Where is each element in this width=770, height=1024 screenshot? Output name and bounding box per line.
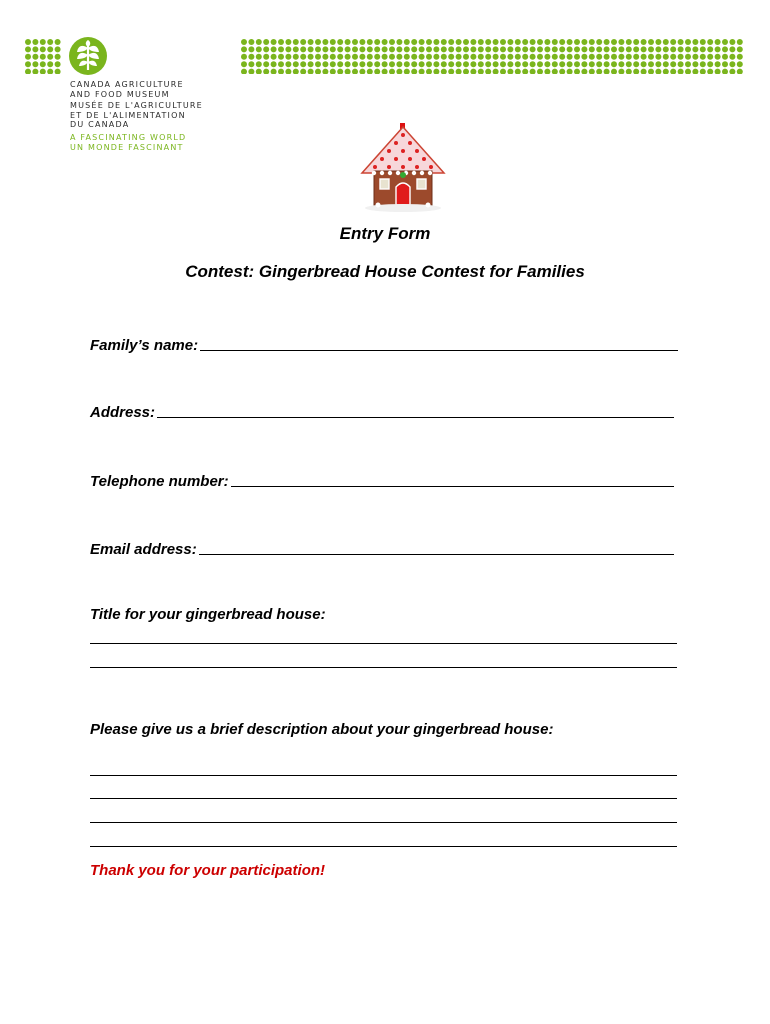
museum-name-en-line: CANADA AGRICULTURE xyxy=(70,80,184,89)
address-field[interactable] xyxy=(90,399,674,421)
gingerbread-house-icon xyxy=(358,123,448,218)
description-line[interactable] xyxy=(90,822,677,823)
email-label: Email address: xyxy=(90,541,197,558)
form-title: Entry Form xyxy=(339,224,431,243)
museum-name-french xyxy=(70,101,203,130)
tagline-line: A FASCINATING WORLD xyxy=(70,133,187,142)
address-label: Address: xyxy=(90,404,156,421)
email-line[interactable] xyxy=(199,554,674,555)
address-line[interactable] xyxy=(157,417,674,418)
telephone-field[interactable] xyxy=(90,468,674,490)
house-title-line[interactable] xyxy=(90,667,677,668)
museum-tagline xyxy=(70,133,186,152)
family-name-label: Family’s name: xyxy=(90,337,199,354)
house-title-prompt: Title for your gingerbread house: xyxy=(90,606,326,623)
museum-name-en-line: AND FOOD MUSEUM xyxy=(70,89,170,99)
museum-name-fr-line: MUSÉE DE L'AGRICULTURE xyxy=(70,101,203,110)
dot-pattern-left xyxy=(24,38,64,74)
family-name-field[interactable] xyxy=(90,332,678,354)
museum-name-fr-line: DU CANADA xyxy=(70,120,130,129)
description-line[interactable] xyxy=(90,775,677,776)
tagline-line: UN MONDE FASCINANT xyxy=(70,142,184,152)
description-line[interactable] xyxy=(90,846,677,847)
thank-you-message: Thank you for your participation! xyxy=(90,862,326,879)
house-title-line[interactable] xyxy=(90,643,677,644)
telephone-line[interactable] xyxy=(231,486,674,487)
dot-pattern-right xyxy=(240,38,748,74)
description-prompt: Please give us a brief description about your gingerbread house: xyxy=(90,721,554,738)
museum-name-fr-line: ET DE L'ALIMENTATION xyxy=(70,110,186,120)
wheat-logo-icon xyxy=(68,36,108,81)
email-field[interactable] xyxy=(90,536,674,558)
telephone-label: Telephone number: xyxy=(90,473,229,490)
description-line[interactable] xyxy=(90,798,677,799)
contest-title: Contest: Gingerbread House Contest for Families xyxy=(185,262,585,281)
museum-name-english xyxy=(70,80,184,99)
family-name-line[interactable] xyxy=(200,350,678,351)
